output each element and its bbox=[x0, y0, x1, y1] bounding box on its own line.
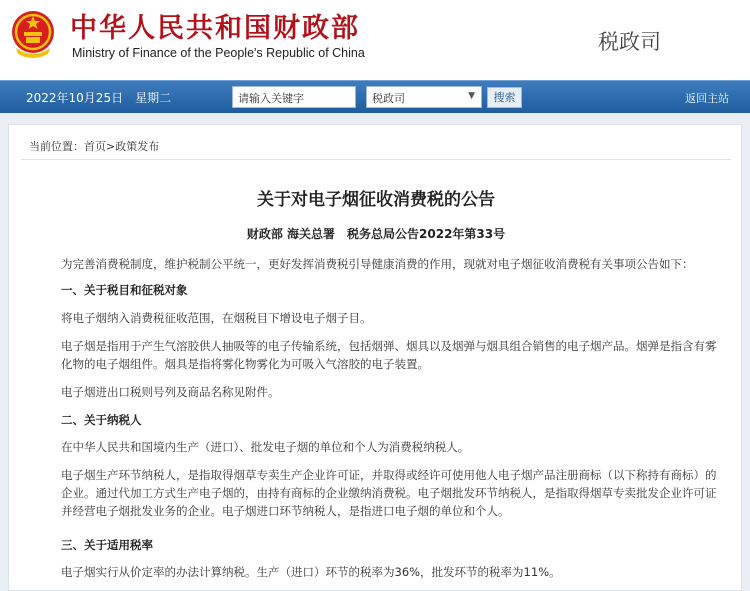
ministry-name-cn: 中华人民共和国财政部 bbox=[70, 13, 360, 44]
section-heading: 二、关于纳税人 bbox=[61, 413, 142, 427]
department-name: 税政司 bbox=[598, 30, 661, 54]
article-issuer: 财政部 海关总署 税务总局公告2022年第33号 bbox=[246, 227, 506, 241]
back-home-link[interactable]: 返回主站 bbox=[685, 92, 729, 105]
search-input[interactable]: 请输入关键字 bbox=[232, 86, 356, 108]
article-panel bbox=[8, 124, 742, 591]
paragraph: 电子烟是指用于产生气溶胶供人抽吸等的电子传输系统，包括烟弹、烟具以及烟弹与烟具组合销售的电子烟产品。烟弹是指含有雾化物的电子烟组件。烟具是指将雾化物雾化为可吸入气溶胶的电子装置。 bbox=[61, 339, 717, 371]
chevron-down-icon: ▼ bbox=[468, 91, 475, 101]
department-select-value: 税政司 bbox=[372, 92, 405, 105]
current-date: 2022年10月25日 星期二 bbox=[26, 91, 172, 105]
site-header bbox=[0, 0, 750, 80]
section-heading: 一、关于税目和征税对象 bbox=[61, 283, 188, 297]
article-title: 关于对电子烟征收消费税的公告 bbox=[257, 190, 495, 210]
paragraph: 电子烟进出口税则号列及商品名称见附件。 bbox=[61, 385, 280, 399]
paragraph: 为完善消费税制度，维护税制公平统一，更好发挥消费税引导健康消费的作用，现就对电子烟征收消费税有关事项公告如下： bbox=[61, 257, 694, 271]
paragraph: 将电子烟纳入消费税征收范围，在烟税目下增设电子烟子目。 bbox=[61, 311, 372, 325]
department-select[interactable] bbox=[366, 86, 482, 108]
paragraph: 在中华人民共和国境内生产（进口）、批发电子烟的单位和个人为消费税纳税人。 bbox=[61, 440, 470, 454]
divider bbox=[21, 159, 731, 160]
paragraph: 电子烟生产环节纳税人，是指取得烟草专卖生产企业许可证，并取得或经许可使用他人电子烟产品注册商标（以下称持有商标）的企业。通过代加工方式生产电子烟的，由持有商标的企业缴纳消费税。电子烟批发环节纳税人，是指取得烟草专卖批发企业许可证并经营电子烟批发业务的企业。电子烟进口环节纳税人，是指进口电子烟的单位和个人。 bbox=[61, 468, 717, 518]
section-heading: 三、关于适用税率 bbox=[61, 538, 153, 552]
paragraph: 电子烟实行从价定率的办法计算纳税。生产（进口）环节的税率为36%，批发环节的税率为11%。 bbox=[61, 565, 561, 579]
nav-bar bbox=[0, 80, 750, 113]
search-button[interactable]: 搜索 bbox=[487, 87, 522, 108]
breadcrumb: 当前位置：首页>政策发布 bbox=[29, 140, 160, 153]
ministry-name-en: Ministry of Finance of the People's Republic of China bbox=[72, 46, 365, 60]
national-emblem-icon bbox=[10, 8, 56, 60]
